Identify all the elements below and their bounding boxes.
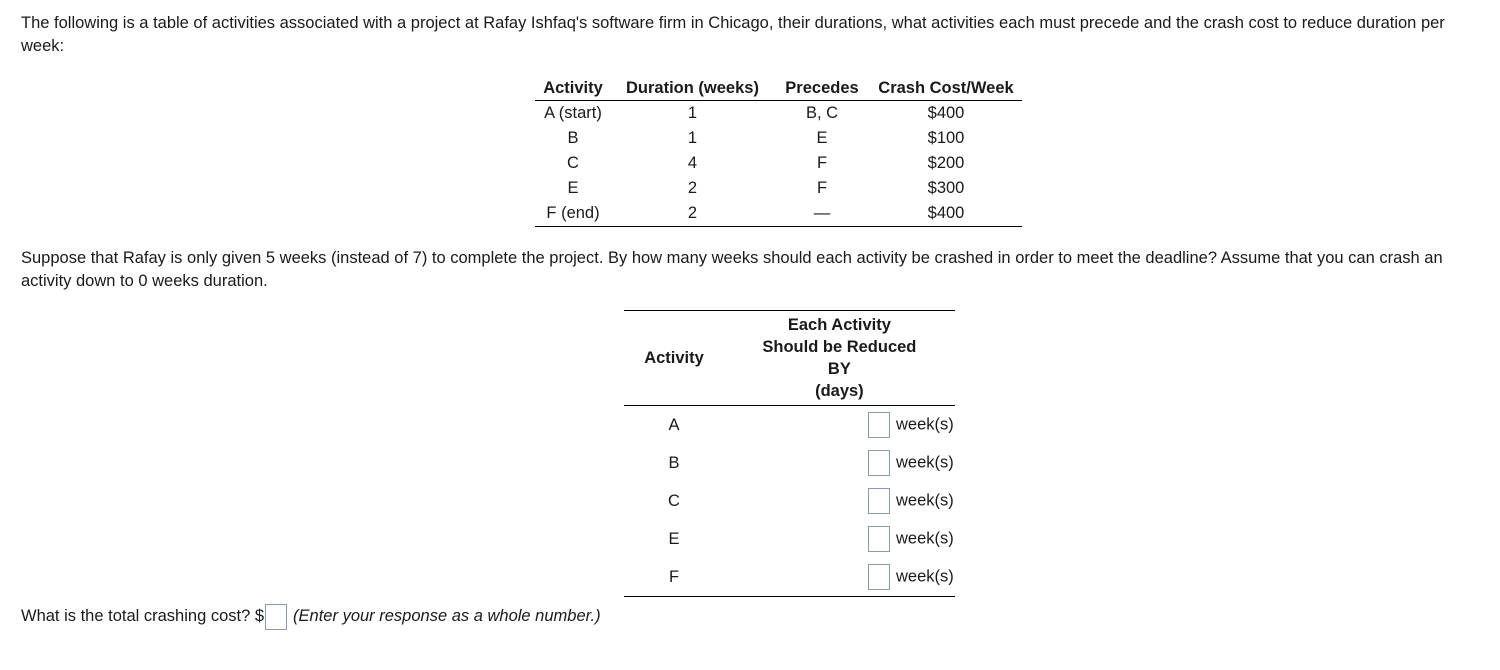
- answer-activity: B: [668, 453, 680, 472]
- cell-activity: A (start): [544, 104, 602, 122]
- header-reduce-line: (days): [815, 382, 864, 400]
- total-cost-line: [21, 603, 601, 630]
- unit-label: week(s): [896, 491, 954, 510]
- header-reduce-line: BY: [827, 360, 851, 378]
- cell-precedes: B, C: [805, 104, 839, 122]
- answer-row-a: [624, 406, 955, 445]
- activity-table: [535, 76, 1022, 227]
- total-cost-input[interactable]: [265, 604, 287, 630]
- table-row: [535, 101, 1022, 127]
- cell-crash-cost: $400: [927, 104, 965, 122]
- cell-precedes: F: [816, 179, 828, 197]
- answer-cell: [724, 444, 955, 482]
- table-row: [535, 126, 1022, 151]
- answer-table: [624, 310, 955, 597]
- answer-activity: E: [668, 529, 680, 548]
- unit-label: week(s): [896, 453, 954, 472]
- cell-activity: F (end): [535, 201, 611, 227]
- total-cost-label: What is the total crashing cost? $: [21, 607, 265, 625]
- header-crash-cost: Crash Cost/Week: [870, 76, 1022, 101]
- activity-table-header: [535, 76, 1022, 101]
- answer-cell: [724, 558, 955, 597]
- answer-table-header: [624, 311, 955, 406]
- answer-cell: [724, 482, 955, 520]
- answer-cell: [724, 406, 955, 445]
- answer-activity: F: [624, 558, 724, 597]
- reduce-f-input[interactable]: [868, 564, 890, 590]
- reduce-e-input[interactable]: [868, 526, 890, 552]
- cell-precedes: F: [816, 154, 828, 172]
- answer-cell: [724, 520, 955, 558]
- question-text: Suppose that Rafay is only given 5 weeks (instead of 7) to complete the project. By how many weeks should each activity be crashed in order to meet the deadline? Assume that you can crash an activity down to 0 weeks duration.: [21, 249, 1443, 290]
- answer-row-c: [624, 482, 955, 520]
- cell-crash-cost: $200: [927, 154, 965, 172]
- intro-text: The following is a table of activities associated with a project at Rafay Ishfaq's software firm in Chicago, their durations, what activities each must precede and the crash cost to reduce duration per week:: [21, 14, 1445, 55]
- reduce-a-input[interactable]: [868, 412, 890, 438]
- cell-crash-cost: $400: [870, 201, 1022, 227]
- cell-duration: 1: [687, 104, 698, 122]
- cell-precedes: E: [816, 129, 828, 147]
- header-reduce-line: Should be Reduced: [762, 338, 917, 356]
- answer-row-b: [624, 444, 955, 482]
- cell-crash-cost: $100: [927, 129, 965, 147]
- response-note: (Enter your response as a whole number.): [293, 607, 601, 625]
- answer-row-e: [624, 520, 955, 558]
- table-row: [535, 151, 1022, 176]
- cell-duration: 4: [687, 154, 698, 172]
- header-reduce-by: [724, 311, 955, 406]
- header-precedes: Precedes: [774, 76, 870, 101]
- unit-label: week(s): [896, 567, 954, 586]
- reduce-b-input[interactable]: [868, 450, 890, 476]
- cell-precedes: —: [774, 201, 870, 227]
- header-duration: Duration (weeks): [611, 76, 774, 101]
- answer-row-f: [624, 558, 955, 597]
- header-activity: Activity: [624, 311, 724, 406]
- answer-activity: C: [668, 491, 680, 510]
- cell-duration: 1: [687, 129, 698, 147]
- cell-activity: E: [567, 179, 579, 197]
- header-activity: Activity: [535, 76, 611, 101]
- cell-activity: B: [567, 129, 579, 147]
- cell-activity: C: [567, 154, 579, 172]
- header-reduce-line: Each Activity: [787, 316, 891, 334]
- table-row: [535, 201, 1022, 227]
- cell-duration: 2: [611, 201, 774, 227]
- unit-label: week(s): [896, 529, 954, 548]
- reduce-c-input[interactable]: [868, 488, 890, 514]
- unit-label: week(s): [896, 415, 954, 434]
- table-row: [535, 176, 1022, 201]
- cell-duration: 2: [687, 179, 698, 197]
- cell-crash-cost: $300: [927, 179, 965, 197]
- answer-activity: A: [668, 415, 680, 434]
